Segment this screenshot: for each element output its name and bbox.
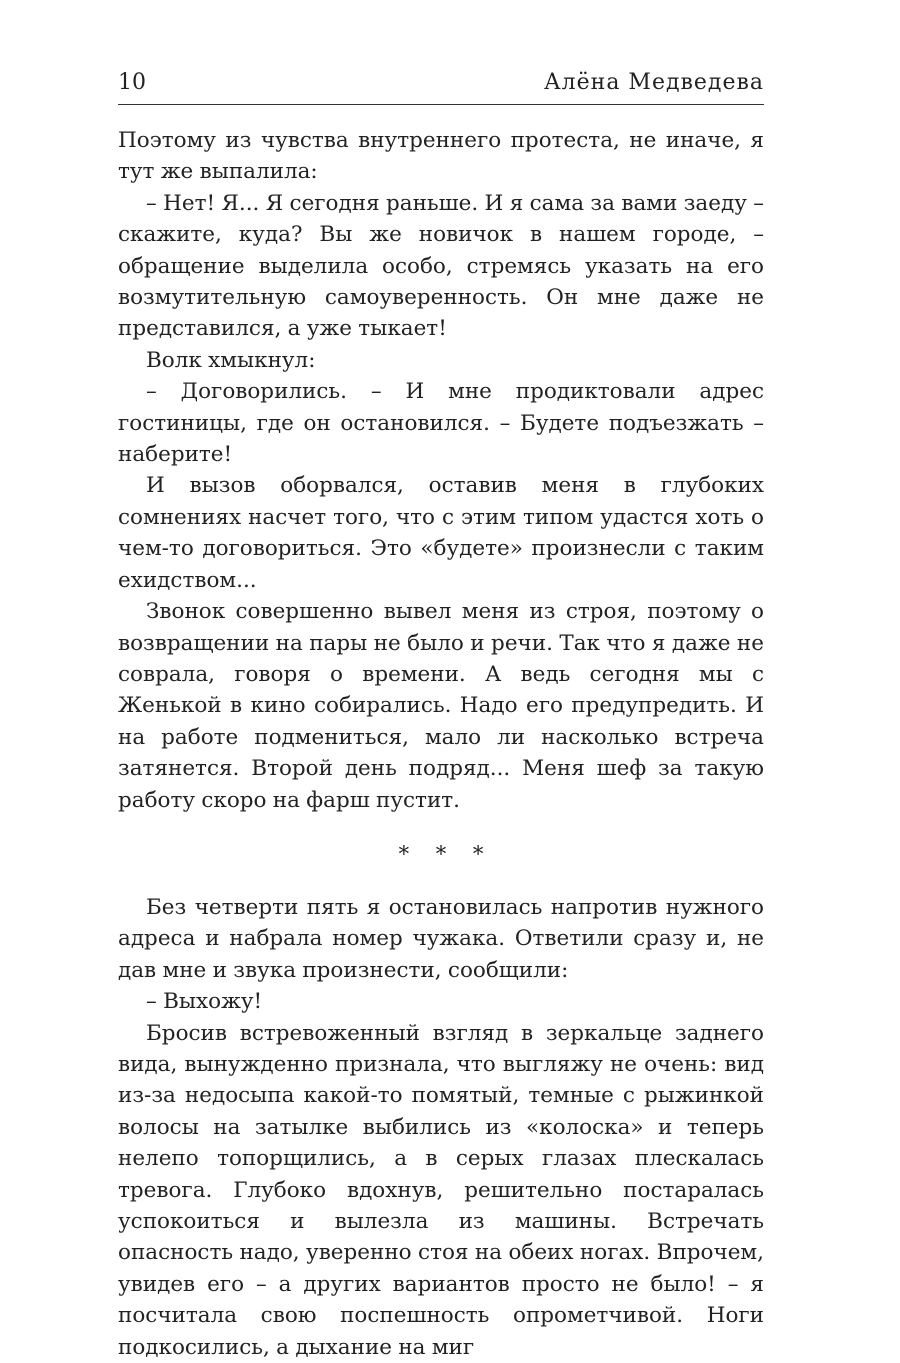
paragraph: – Нет! Я... Я сегодня раньше. И я сама за вами заеду – скажите, куда? Вы же новичок в нашем городе, – обращение выделила особо, стремясь указать на его возмутительную самоуверенность. Он мне даже не представился, а уже тыкает! <box>118 190 764 342</box>
page-number: 10 <box>118 70 146 95</box>
header-rule <box>118 104 764 105</box>
paragraph: – Договорились. – И мне продиктовали адрес гостиницы, где он остановился. – Будете подъезжать – наберите! <box>118 379 764 468</box>
paragraph: Без четверти пять я остановилась напротив нужного адреса и набрала номер чужака. Ответили сразу и, не дав мне и звука произнести, сообщили: <box>118 894 764 983</box>
paragraph: Бросив встревоженный взгляд в зеркальце заднего вида, вынужденно признала, что выгляжу не очень: вид из-за недосыпа какой-то помятый, темные с рыжинкой волосы на затылке выбились из «колоска» и теперь нелепо топорщились, а в серых глазах плескалась тревога. Глубоко вдохнув, решительно постаралась успокоиться и вылезла из машины. Встречать опасность надо, уверенно стоя на обеих ногах. Впрочем, увидев его – а других вариантов просто не было! – я посчитала свою поспешность опрометчивой. Ноги подкосились, а дыхание на миг <box>118 1020 764 1360</box>
author-name: Алёна Медведева <box>544 70 764 95</box>
body-text <box>118 125 764 1363</box>
scene-break: * * * <box>398 841 494 866</box>
paragraph: Поэтому из чувства внутреннего протеста, не иначе, я тут же выпалила: <box>118 128 764 185</box>
paragraph: – Выхожу! <box>146 989 263 1015</box>
paragraph: И вызов оборвался, оставив меня в глубоких сомнениях насчет того, что с этим типом удастся хоть о чем-то договориться. Это «будете» произнесли с таким ехидством... <box>118 473 764 593</box>
running-head <box>118 66 764 100</box>
paragraph: Звонок совершенно вывел меня из строя, поэтому о возвращении на пары не было и речи. Так что я даже не соврала, говоря о времени. А ведь сегодня мы с Женькой в кино собирались. Надо его предупредить. И на работе подмениться, мало ли насколько встреча затянется. Второй день подряд... Меня шеф за такую работу скоро на фарш пустит. <box>118 599 764 813</box>
paragraph: Волк хмыкнул: <box>146 347 316 373</box>
